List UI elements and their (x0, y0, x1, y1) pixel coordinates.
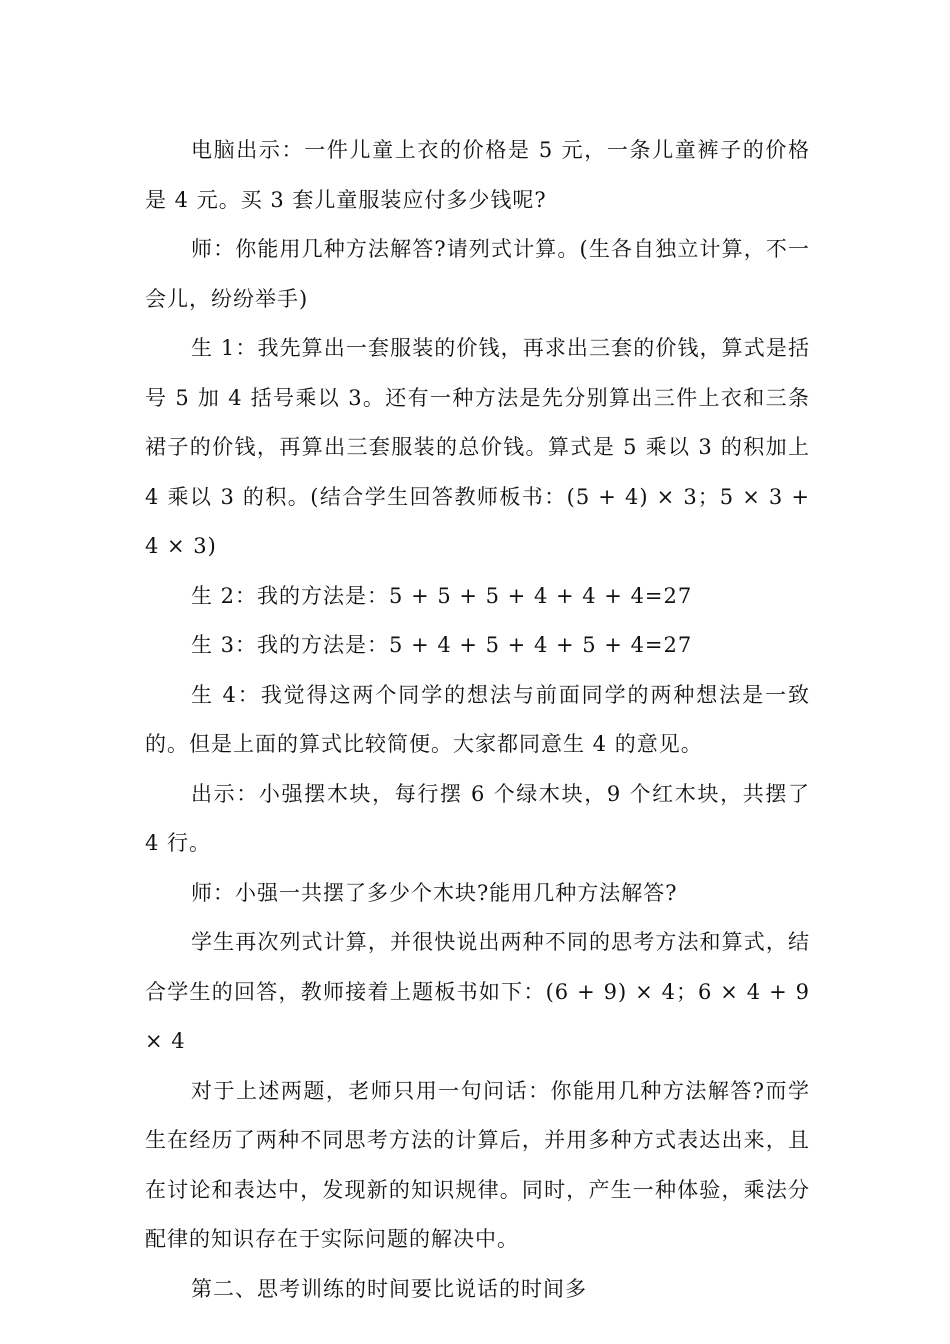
paragraph-student-1: 生 1：我先算出一套服装的价钱，再求出三套的价钱，算式是括号 5 加 4 括号乘以 3。还有一种方法是先分别算出三件上衣和三条裙子的价钱，再算出三套服装的总价钱。算式是 5 乘以 3 的积加上 4 乘以 3 的积。(结合学生回答教师板书：(5 + 4) × 3；5 × 3 + 4 × 3) (145, 336, 810, 558)
paragraph-student-2: 生 2：我的方法是：5 + 5 + 5 + 4 + 4 + 4=27 (191, 583, 693, 608)
section-heading-second: 第二、思考训练的时间要比说话的时间多 (191, 1276, 587, 1301)
paragraph-students-answer: 学生再次列式计算，并很快说出两种不同的思考方法和算式，结合学生的回答，教师接着上题板书如下：(6 + 9) × 4；6 × 4 + 9 × 4 (145, 930, 810, 1053)
paragraph-student-4: 生 4：我觉得这两个同学的想法与前面同学的两种想法是一致的。但是上面的算式比较简便。大家都同意生 4 的意见。 (145, 682, 810, 756)
paragraph-teacher-question-2: 师：小强一共摆了多少个木块?能用几种方法解答? (191, 880, 678, 905)
paragraph-summary: 对于上述两题，老师只用一句问话：你能用几种方法解答?而学生在经历了两种不同思考方法的计算后，并用多种方式表达出来，且在讨论和表达中，发现新的知识规律。同时，产生一种体验，乘法分配律的知识存在于实际问题的解决中。 (145, 1078, 810, 1251)
paragraph-teacher-question: 师：你能用几种方法解答?请列式计算。(生各自独立计算，不一会儿，纷纷举手) (145, 237, 810, 311)
document-body (145, 126, 810, 1314)
paragraph-problem-blocks: 出示：小强摆木块，每行摆 6 个绿木块，9 个红木块，共摆了 4 行。 (145, 781, 810, 855)
paragraph-problem-clothing: 电脑出示：一件儿童上衣的价格是 5 元，一条儿童裤子的价格是 4 元。买 3 套儿童服装应付多少钱呢? (145, 138, 810, 212)
paragraph-student-3: 生 3：我的方法是：5 + 4 + 5 + 4 + 5 + 4=27 (191, 633, 693, 657)
